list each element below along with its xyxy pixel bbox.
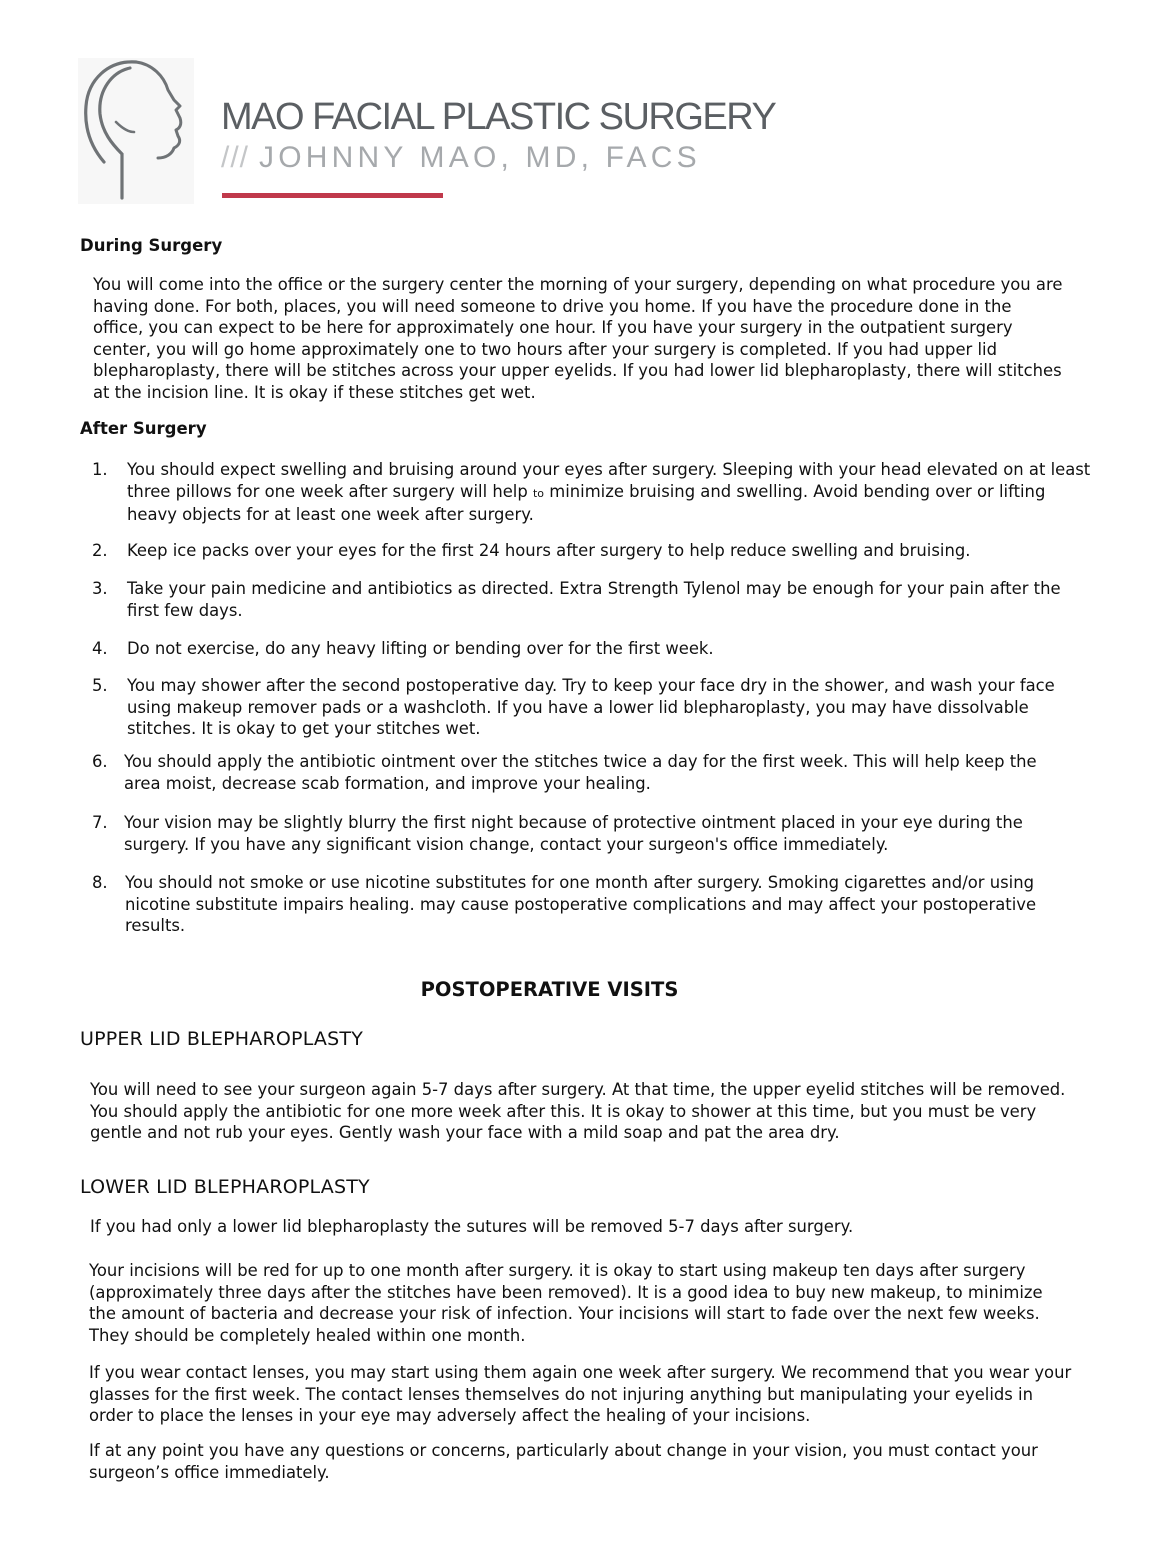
- text-line: You will need to see your surgeon again 5-7 days after surgery. At that time, the upper eyelid stitches will be removed.: [90, 1080, 1066, 1099]
- text-line: You should apply the antibiotic ointment over the stitches twice a day for the first week. This will help keep the: [124, 752, 1037, 771]
- text-line: If you had only a lower lid blepharoplasty the sutures will be removed 5-7 days after surgery.: [90, 1217, 854, 1236]
- upper-lid-heading: UPPER LID BLEPHAROPLASTY: [80, 1028, 363, 1050]
- text-line: results.: [125, 916, 186, 936]
- text-line: office, you can expect to be here for approximately one hour. If you have your surgery in the outpatient surgery: [93, 318, 1013, 338]
- list-number: 6.: [92, 752, 108, 771]
- text-line: surgery. If you have any significant vision change, contact your surgeon's office immediately.: [124, 834, 889, 854]
- text-line: [127, 481, 1090, 505]
- text-line: They should be completely healed within one month.: [89, 1325, 526, 1345]
- list-number: 7.: [92, 813, 108, 832]
- text-line: heavy objects for at least one week after surgery.: [127, 505, 534, 525]
- logo-slashes: ///: [221, 141, 250, 174]
- surgeon-name-line: [221, 141, 701, 175]
- text-line: blepharoplasty, there will be stitches across your upper eyelids. If you had lower lid blepharoplasty, there will stitches: [93, 361, 1062, 381]
- text-line: You should apply the antibiotic for one more week after this. It is okay to shower at this time, but you must be very: [90, 1101, 1037, 1121]
- list-number: 8.: [92, 873, 108, 892]
- text-line: area moist, decrease scab formation, and improve your healing.: [124, 773, 651, 793]
- text-run: minimize bruising and swelling. Avoid bending over or lifting: [549, 481, 1046, 501]
- text-line: nicotine substitute impairs healing. may cause postoperative complications and may affect your postoperative: [125, 894, 1037, 914]
- text-line: center, you will go home approximately one to two hours after your surgery is completed. If you had upper lid: [93, 339, 997, 359]
- text-line: surgeon’s office immediately.: [89, 1462, 330, 1482]
- lower-lid-heading: LOWER LID BLEPHAROPLASTY: [80, 1176, 370, 1198]
- text-line: You may shower after the second postoperative day. Try to keep your face dry in the shower, and wash your face: [127, 676, 1055, 695]
- upper-lid-paragraph: [90, 1079, 1065, 1144]
- list-number: 4.: [92, 639, 108, 658]
- text-line: having done. For both, places, you will need someone to drive you home. If you have the procedure done in the: [93, 296, 1012, 316]
- text-line: stitches. It is okay to get your stitches wet.: [127, 719, 481, 739]
- text-line: Your incisions will be red for up to one month after surgery. it is okay to start using makeup ten days after surgery: [89, 1261, 1026, 1280]
- lower-lid-paragraph-2: [89, 1260, 1043, 1346]
- text-line: If at any point you have any questions or concerns, particularly about change in your vision, you must contact your: [89, 1441, 1038, 1460]
- text-line: (approximately three days after the stitches have been removed). It is a good idea to buy new makeup, to minimize: [89, 1282, 1043, 1302]
- text-line: Keep ice packs over your eyes for the first 24 hours after surgery to help reduce swelling and bruising.: [127, 541, 971, 560]
- after-surgery-heading: After Surgery: [80, 419, 207, 438]
- text-line: at the incision line. It is okay if these stitches get wet.: [93, 382, 536, 402]
- list-number: 1.: [92, 460, 108, 479]
- surgeon-name: JOHNNY MAO, MD, FACS: [259, 141, 701, 174]
- list-number: 5.: [92, 676, 108, 695]
- lower-lid-paragraph-3: [89, 1362, 1071, 1427]
- text-line: glasses for the first week. The contact lenses themselves do not injuring anything but manipulating your eyelids in: [89, 1384, 1033, 1404]
- during-surgery-paragraph: [93, 274, 1062, 404]
- letterhead-accent-rule: [222, 193, 443, 198]
- text-line: Do not exercise, do any heavy lifting or bending over for the first week.: [127, 639, 714, 658]
- list-number: 3.: [92, 579, 108, 598]
- text-line: gentle and not rub your eyes. Gently wash your face with a mild soap and pat the area dry.: [90, 1123, 840, 1143]
- text-line: You should not smoke or use nicotine substitutes for one month after surgery. Smoking cigarettes and/or using: [125, 873, 1034, 892]
- text-line: the amount of bacteria and decrease your risk of infection. Your incisions will start to fade over the next few weeks.: [89, 1304, 1040, 1324]
- text-line: You should expect swelling and bruising around your eyes after surgery. Sleeping with your head elevated on at least: [127, 460, 1091, 479]
- practice-name: MAO FACIAL PLASTIC SURGERY: [221, 96, 776, 138]
- during-surgery-heading: During Surgery: [80, 236, 223, 255]
- text-line: Take your pain medicine and antibiotics as directed. Extra Strength Tylenol may be enough for your pain after the: [127, 579, 1061, 598]
- text-run: three pillows for one week after surgery will help: [127, 481, 528, 501]
- face-profile-logo-icon: [78, 58, 194, 204]
- text-line: order to place the lenses in your eye may adversely affect the healing of your incisions.: [89, 1406, 811, 1426]
- postoperative-visits-heading: POSTOPERATIVE VISITS: [420, 978, 679, 1001]
- list-number: 2.: [92, 541, 108, 560]
- text-line: first few days.: [127, 600, 243, 620]
- small-text-run: to: [532, 486, 545, 500]
- text-line: Your vision may be slightly blurry the first night because of protective ointment placed in your eye during the: [124, 813, 1023, 832]
- lower-lid-paragraph-1: [90, 1216, 853, 1238]
- text-line: If you wear contact lenses, you may start using them again one week after surgery. We recommend that you wear your: [89, 1363, 1072, 1382]
- text-line: using makeup remover pads or a washcloth. If you have a lower lid blepharoplasty, you may have dissolvable: [127, 697, 1029, 717]
- text-line: You will come into the office or the surgery center the morning of your surgery, depending on what procedure you are: [93, 275, 1063, 294]
- lower-lid-paragraph-4: [89, 1440, 1038, 1483]
